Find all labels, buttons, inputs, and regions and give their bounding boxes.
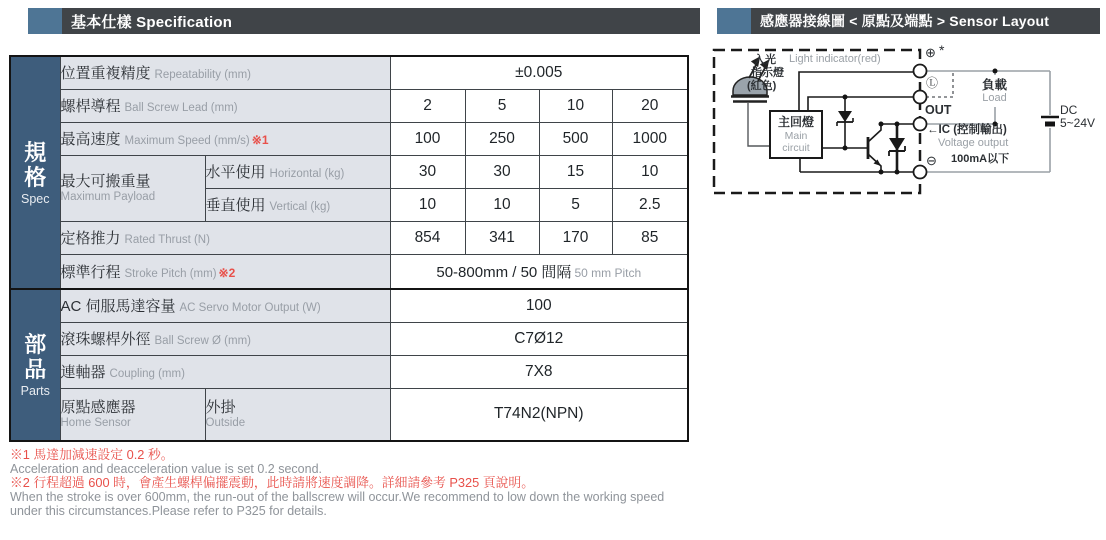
value-thrust-3: 170 [539,221,612,254]
value-horizontal-4: 10 [612,155,688,188]
footnote-2-zh: ※2 行程超過 600 時，會產生螺桿偏擺震動，此時請將速度調降。詳細請參考 P325 頁說明。 [10,475,535,490]
table-row [10,254,688,289]
main-circuit-label-en: Main [784,130,808,142]
value-speed-2: 250 [465,122,539,155]
light-indicator-label: Light indicator(red) [789,53,881,65]
main-circuit-label-zh: 主回燈 [777,115,814,129]
table-row [10,355,688,388]
value-motor: 100 [390,289,688,322]
row-label-thrust: 定格推力 Rated Thrust (N) [60,221,390,254]
row-label-lead: 螺桿導程 Ball Screw Lead (mm) [60,89,390,122]
voltage-output-label: Voltage output [938,137,1009,149]
row-label-payload-horizontal: 水平使用 Horizontal (kg) [205,155,390,188]
terminal-out-label: OUT [925,103,952,117]
footnotes [10,448,696,518]
table-row [10,388,688,441]
value-lead-3: 10 [539,89,612,122]
sensor-section-title: 感應器接線圖 < 原點及端點 > Sensor Layout [760,13,1050,29]
section-label-zh: 部品 [24,332,47,382]
row-label-ballscrew: 滾珠螺桿外徑 Ball Screw Ø (mm) [60,322,390,355]
value-thrust-1: 854 [390,221,465,254]
section-label-en: Spec [21,191,50,206]
table-row [10,155,688,188]
value-horizontal-1: 30 [390,155,465,188]
terminal-l-label: Ⓛ [926,76,939,90]
main-circuit-box [770,111,822,158]
light-in-label-3: (紅色) [747,80,777,92]
sensor-section-header [717,8,1100,34]
value-lead-1: 2 [390,89,465,122]
zener-diode-icon [889,124,905,172]
dc-voltage-label: 5~24V [1060,116,1096,130]
load-label-en: Load [982,92,1007,104]
table-row [10,122,688,155]
row-label-stroke: 標準行程 Stroke Pitch (mm) ※2 [60,254,390,289]
light-in-label-1: 入光 [754,54,776,66]
table-row [10,289,688,322]
load-box [963,75,1026,107]
ic-output-label: ←IC (控制輸出) [927,124,1007,136]
section-cell-parts [10,289,60,441]
value-lead-2: 5 [465,89,539,122]
value-speed-4: 1000 [612,122,688,155]
terminal-plus-label: ⊕ [925,45,936,60]
terminal-star-label: * [939,42,945,58]
section-label-zh: 規格 [24,139,47,190]
table-row [10,322,688,355]
sensor-layout-diagram [705,42,1106,252]
value-ballscrew: C7Ø12 [390,322,688,355]
value-vertical-4: 2.5 [612,188,688,221]
table-row [10,56,688,89]
footnote-ref-1: ※1 [251,133,269,147]
row-label-payload: 最大可搬重量 Maximum Payload [60,155,205,221]
value-thrust-4: 85 [612,221,688,254]
row-label-home-sensor: 原點感應器 Home Sensor [60,388,205,441]
transistor-icon [868,124,881,172]
value-lead-4: 20 [612,89,688,122]
value-horizontal-3: 15 [539,155,612,188]
footnote-1-en: Acceleration and deacceleration value is set 0.2 second. [10,462,322,476]
dc-label: DC [1060,103,1078,117]
load-label-zh: 負載 [981,78,1007,92]
spec-section-header [28,8,700,34]
current-limit-label: 100mA以下 [951,153,1010,165]
spec-section-title: 基本仕樣 Specification [71,13,233,31]
row-label-coupling: 連軸器 Coupling (mm) [60,355,390,388]
footnote-ref-2: ※2 [218,265,236,280]
main-circuit-label-en: circuit [782,142,810,154]
light-in-label-2: 指示燈 [751,67,784,79]
row-label-payload-vertical: 垂直使用 Vertical (kg) [205,188,390,221]
row-label-motor: AC 伺服馬達容量 AC Servo Motor Output (W) [60,289,390,322]
row-label-speed: 最高速度 Maximum Speed (mm/s) ※1 [60,122,390,155]
zener-diode-icon [837,97,853,148]
table-row [10,89,688,122]
section-cell-spec [10,56,60,289]
specification-table [9,55,689,442]
footnote-1-zh: ※1 馬達加減速設定 0.2 秒。 [10,447,174,462]
value-vertical-3: 5 [539,188,612,221]
section-label-en: Parts [20,384,50,398]
table-row [10,221,688,254]
battery-icon [1041,117,1059,124]
terminal-minus-label: ⊖ [926,153,937,168]
value-horizontal-2: 30 [465,155,539,188]
value-home-sensor: T74N2(NPN) [390,388,688,441]
value-repeatability: ±0.005 [390,56,688,89]
value-speed-1: 100 [390,122,465,155]
value-coupling: 7X8 [390,355,688,388]
row-label-repeatability: 位置重複精度 Repeatability (mm) [60,56,390,89]
terminal-circles [914,65,927,179]
value-vertical-1: 10 [390,188,465,221]
row-label-outside: 外掛 Outside [205,388,390,441]
value-speed-3: 500 [539,122,612,155]
value-vertical-2: 10 [465,188,539,221]
header-accent-square [717,8,751,34]
value-stroke: 50-800mm / 50 間隔 50 mm Pitch [390,254,688,289]
header-accent-square [28,8,62,34]
value-thrust-2: 341 [465,221,539,254]
footnote-2-en: When the stroke is over 600mm, the run-out of the ballscrew will occur.We recommend to low down the working speed under this circumstances.Please refer to P325 for details. [10,490,665,518]
